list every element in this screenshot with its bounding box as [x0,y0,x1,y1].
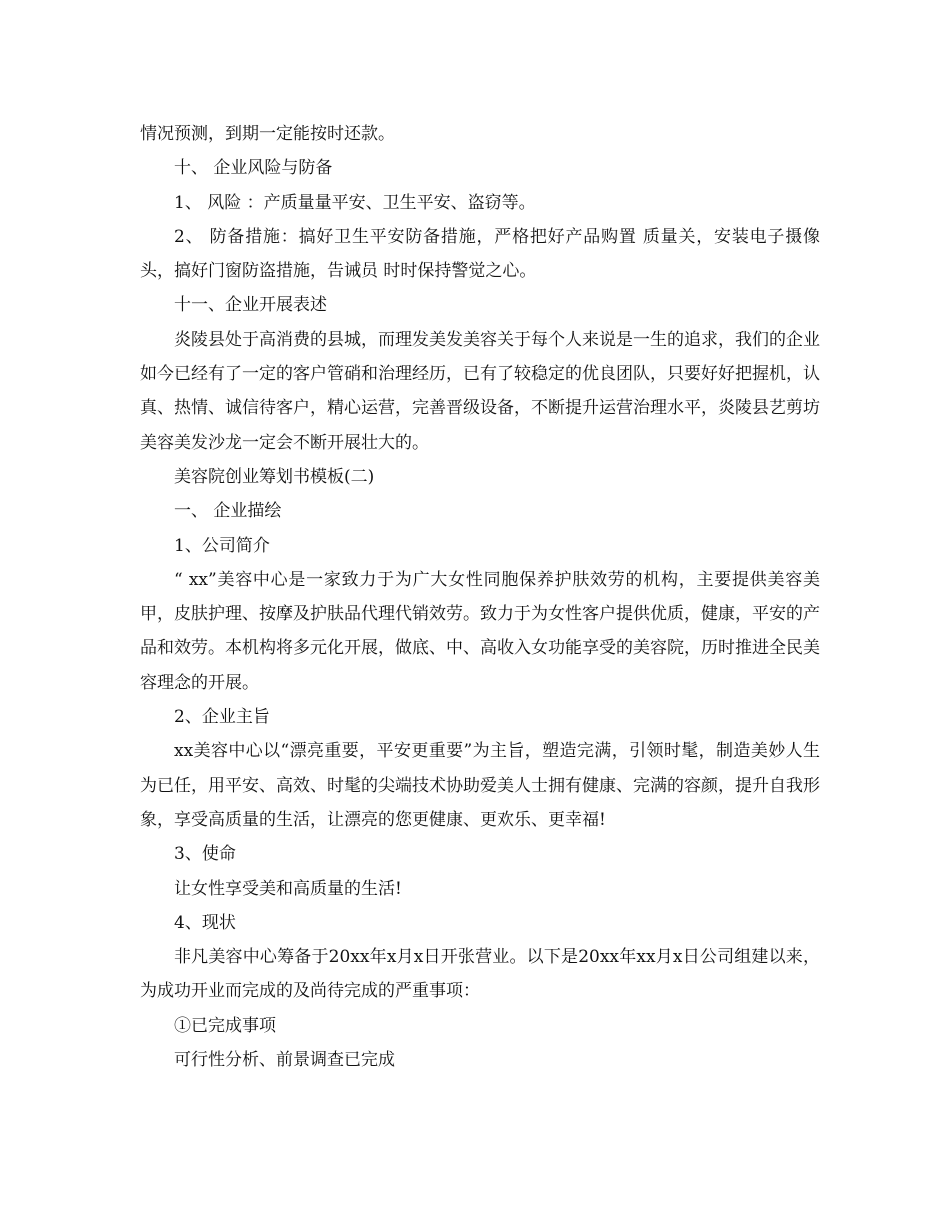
paragraph-completed-items: 可行性分析、前景调查已完成 [174,1050,395,1071]
paragraph-repayment: 情况预测，到期一定能按时还款。 [140,124,395,144]
paragraph-mission: 让女性享受美和高质量的生活! [174,878,402,899]
list-item-risk: 1、 风险 ：产质量量平安、卫生平安、盗窃等。 [174,192,536,213]
paragraph-company-intro: “ xx”美容中心是一家致力于为广大女性同胞保养护肤效劳的机构，主要提供美容美甲，皮肤护理、按摩及护肤品代理代销效劳。致力于为女性客户提供优质，健康，平安的产品和效劳。本机构将多元化开展，做底、中、高收入女功能享受的美容院，历时推进全民美容理念的开展。 [140,569,820,693]
heading-mission: 3、使命 [174,844,236,865]
heading-company-intro: 1、公司简介 [174,535,270,556]
heading-risk-prevention: 十、 企业风险与防备 [174,158,333,179]
heading-completed-items: ①已完成事项 [174,1015,276,1036]
heading-development: 十一、企业开展表述 [174,295,327,316]
heading-company-description: 一、 企业描绘 [174,501,282,522]
heading-template-two: 美容院创业筹划书模板(二) [174,466,375,487]
heading-status: 4、现状 [174,912,236,933]
paragraph-purpose: xx美容中心以“漂亮重要，平安更重要”为主旨，塑造完满，引领时髦，制造美妙人生为已任，用平安、高效、时髦的尖端技术协助爱美人士拥有健康、完满的容颜，提升自我形象，享受高质量的生活，让漂亮的您更健康、更欢乐、更幸福! [140,741,820,830]
document-body [140,117,820,1077]
heading-purpose: 2、企业主旨 [174,707,270,728]
list-item-prevention: 2、 防备措施：搞好卫生平安防备措施，严格把好产品购置 质量关，安装电子摄像头，搞好门窗防盗措施，告诫员 时时保持警觉之心。 [140,226,820,282]
paragraph-status: 非凡美容中心筹备于20xx年x月x日开张营业。以下是20xx年xx月x日公司组建以来，为成功开业而完成的及尚待完成的严重事项： [140,947,820,1002]
paragraph-development: 炎陵县处于高消费的县城，而理发美发美容关于每个人来说是一生的追求，我们的企业如今已经有了一定的客户管硝和治理经历，已有了较稳定的优良团队，只要好好把握机，认真、热情、诚信待客户，精心运营，完善晋级设备，不断提升运营治理水平，炎陵县艺剪坊美容美发沙龙一定会不断开展壮大的。 [140,329,820,453]
